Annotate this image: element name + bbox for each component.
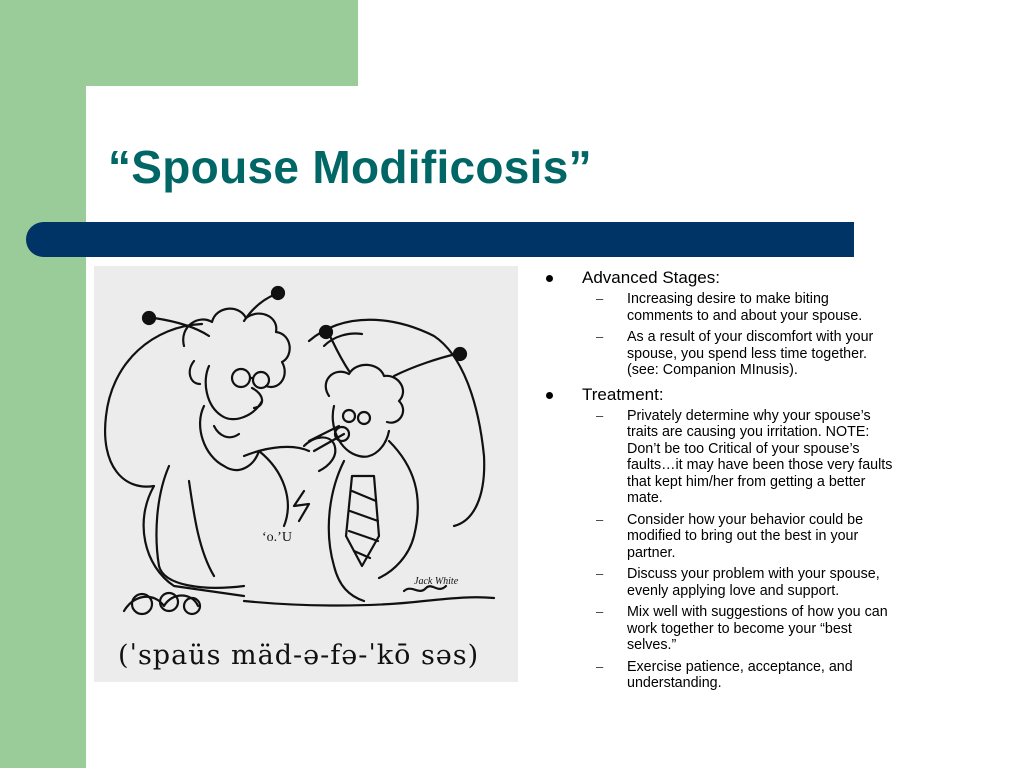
slide-title: “Spouse Modificosis” [108, 141, 592, 193]
dash-icon: – [596, 658, 604, 674]
sub-bullet [582, 408, 966, 507]
sub-bullet-line: work together to become your “best [627, 620, 852, 637]
bullet-content [546, 268, 966, 698]
sub-bullet [582, 604, 966, 654]
sub-bullet-line: evenly applying love and support. [627, 582, 840, 599]
cartoon-signature: Jack White [414, 576, 459, 587]
bullet-item [546, 385, 966, 692]
sub-bullet-line: Consider how your behavior could be [627, 511, 864, 528]
sub-bullet [582, 291, 966, 324]
cartoon-scribble: ‘o.’U [262, 530, 292, 545]
sub-bullet-line: Don’t be too Critical of your spouse’s [627, 440, 860, 457]
sub-bullet-line: Exercise patience, acceptance, and [627, 658, 853, 675]
sub-bullet-line: traits are causing you irritation. NOTE: [627, 424, 870, 440]
sub-bullet-line: Privately determine why your spouse’s [627, 407, 871, 424]
left-accent-band [0, 0, 86, 768]
cartoon-image [94, 266, 518, 682]
bullet-item [546, 268, 966, 379]
sub-bullet [582, 512, 966, 562]
dash-icon: – [596, 566, 604, 581]
sub-bullet [582, 566, 966, 599]
sub-bullet-line: understanding. [627, 675, 722, 691]
dash-icon: – [596, 604, 604, 619]
sub-bullet-line: partner. [627, 544, 676, 561]
cartoon-caption: (ˈspaüs mäd-ə-fə-ˈkō səs) [118, 640, 480, 671]
sub-bullet-line: comments to and about your spouse. [627, 307, 863, 324]
sub-bullet [582, 659, 966, 692]
top-accent-band [0, 0, 358, 86]
dash-icon: – [596, 329, 604, 344]
cartoon-drawing-icon [94, 266, 518, 682]
title-underline-bar [26, 222, 854, 257]
bullet-dot-icon [546, 275, 553, 282]
sub-bullet [582, 329, 966, 379]
sub-bullet-line: selves.” [627, 637, 677, 653]
sub-bullet-line: faults…it may have been those very faults [627, 457, 893, 473]
sub-bullet-line: spouse, you spend less time together. [627, 345, 868, 362]
sub-bullet-line: Increasing desire to make biting [627, 291, 829, 307]
sub-bullet-list [582, 291, 966, 379]
bullet-dot-icon [546, 392, 553, 399]
sub-bullet-line: Mix well with suggestions of how you can [627, 604, 888, 620]
sub-bullet-list [582, 408, 966, 692]
sub-bullet-line: As a result of your discomfort with your [627, 329, 874, 345]
dash-icon: – [596, 407, 604, 423]
sub-bullet-line: mate. [627, 490, 663, 506]
dash-icon: – [596, 291, 604, 306]
dash-icon: – [596, 511, 604, 527]
bullet-label: Advanced Stages: [582, 268, 720, 287]
sub-bullet-line: that kept him/her from getting a better [627, 473, 866, 490]
bullet-label: Treatment: [582, 384, 664, 404]
sub-bullet-line: (see: Companion MInusis). [627, 362, 798, 378]
sub-bullet-line: Discuss your problem with your spouse, [627, 566, 880, 582]
sub-bullet-line: modified to bring out the best in your [627, 528, 859, 544]
